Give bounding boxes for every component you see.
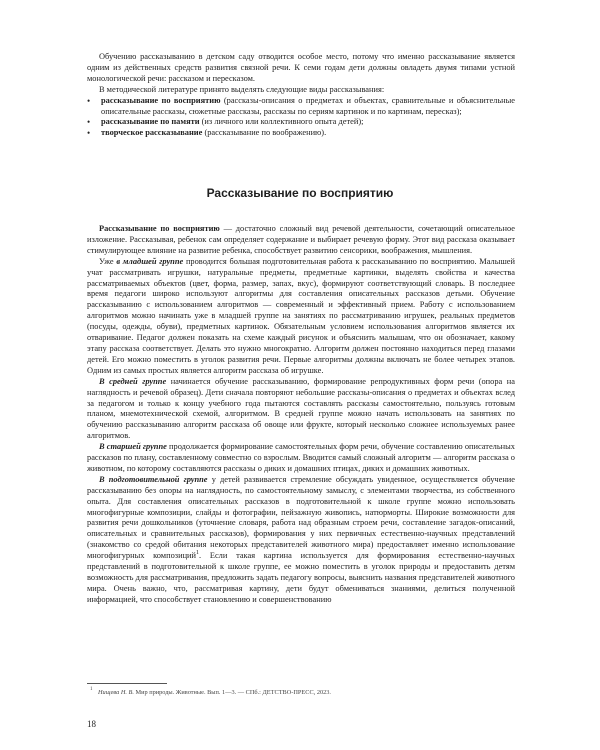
footnote-text: Мир природы. Животные. Вып. 1—3. — СПб.: ДЕТСТВО-ПРЕСС, 2023.	[133, 689, 331, 696]
footnote	[90, 687, 331, 696]
paragraph-text: проводится большая подготовительная работа к рассказыванию по восприятию. Малышей учат рассматривать игрушки, натуральные предметы, предметные картинки, выделять свойства и качества рассматриваемых объектов (цвет, форма, размер, запах, вкус), формируют соответствующий словарь. В последнее время педагоги широко используют алгоритмы для составления описательных рассказов детьми. Обучение рассказыванию с использованием алгоритмов — современный и эффективный прием. Работу с использованием алгоритмов можно начинать уже в младшей группе на занятиях по рассматриванию игрушек, реальных предметов (посуды, одежды, обуви), предметных картинок. Обязательным условием использования алгоритмов является их отваривание. Педагог должен показать на схеме каждый рисунок и объяснить малышам, что он обозначает, какому этапу рассказа соответствует. Делать это нужно многократно. Алгоритм должен постоянно находиться перед глазами детей. Его можно поместить в уголок развития речи. Первые алгоритмы должны включать не более четырех этапов. Одним из самых простых является алгоритм рассказа об игрушке.	[87, 256, 515, 375]
body-paragraph	[87, 475, 515, 606]
list-item-desc: (из личного или коллективного опыта детей);	[199, 117, 364, 127]
body-paragraph	[87, 377, 515, 442]
body-paragraph	[87, 257, 515, 377]
paragraph-text: . Если такая картина используется для формирования естественно-научных представлений в подготовительной к школе группе, ее можно поместить в уголок природы и предоставить детям возможность для рассматривания, предложить задать педагогу вопросы, выяснить названия представителей животного мира. Очень важно, что, рассматривая картину, дети будут обмениваться знаниями, делиться полученной информацией, что способствует становлению и совершенствованию	[87, 551, 515, 604]
body-section	[87, 224, 515, 606]
footnote-number: 1	[90, 687, 93, 692]
list-item-desc: (рассказывание по воображению).	[202, 128, 327, 138]
term-bold: Рассказывание по восприятию	[99, 224, 220, 233]
section-heading: Рассказывание по восприятию	[206, 186, 394, 200]
list-item	[87, 117, 515, 128]
intro-section	[87, 52, 515, 139]
paragraph-text: у детей развивается стремление обсуждать увиденное, осуществляется обучение рассказыванию без опоры на наглядность, по самостоятельному замыслу, с элементами творчества, из собственного опыта. Для составления описательных рассказов в подготовительной к школе группе можно использовать многофигурные композиции, слайды и фотографии, пейзажную живопись, натюрморты. Широкие возможности для развития речи дошкольников (уточнение словаря, работа над образным строем речи, составление загадок-описаний, описательных и сравнительных рассказов), формирования у них первичных естественно-научных представлений (знакомство со средой обитания некоторых представителей животного мира) предоставляет именно использование многофигурных композиций	[87, 474, 515, 561]
list-item	[87, 96, 515, 118]
term-italic-bold: В средней группе	[99, 376, 167, 386]
footnote-ref[interactable]: 1	[196, 550, 200, 557]
term-italic-bold: В старшей группе	[99, 442, 167, 452]
types-list	[87, 96, 515, 140]
paragraph-text: — достаточно сложный вид речевой деятельности, сочетающий описательное изложение. Рассказывая, ребенок сам определяет содержание и выбирает речевую форму. Этот вид рассказа оказывает стимулирующее влияние на развитие ребенка, способствует развитию сенсорики, воображения, мышления.	[87, 224, 515, 255]
paragraph-text: начинается обучение рассказыванию, формирование репродуктивных форм речи (опора на наглядность и речевой образец). Дети сначала повторяют небольшие рассказы-описания о предметах и объектах вслед за педагогом и только к концу учебного года пытаются составлять рассказы самостоятельно, пользуясь готовым планом, мнемотехнической схемой, алгоритмом. В средней группе можно начать использовать на занятиях по обучению рассказыванию алгоритм рассказа об овоще или фрукте, который несколько сложнее используемых ранее алгоритмов.	[87, 376, 515, 441]
term-italic-bold: В подготовительной группе	[99, 474, 208, 484]
footnote-divider	[87, 683, 167, 684]
page-number: 18	[87, 719, 96, 729]
footnote-author: Нищева Н. В.	[98, 689, 134, 696]
paragraph-text: Уже	[99, 256, 117, 266]
body-paragraph	[87, 224, 515, 257]
body-paragraph	[87, 442, 515, 475]
list-item	[87, 128, 515, 139]
list-item-term: творческое рассказывание	[101, 128, 203, 138]
list-item-term: рассказывание по памяти	[101, 117, 200, 127]
list-item-term: рассказывание по восприятию	[101, 95, 221, 105]
intro-paragraph: Обучению рассказыванию в детском саду отводится особое место, потому что именно рассказывание является одним из действенных средств развития связной речи. К семи годам дети должны овладеть двумя типами устной монологической речи: рассказом и пересказом.	[87, 52, 515, 83]
paragraph-text: продолжается формирование самостоятельных форм речи, обучение составлению описательных рассказов по плану, составленному совместно со взрослым. Вводится самый сложный алгоритм — алгоритм рассказа о животном, по которому составляются рассказы о диких и домашних птицах, диких и домашних животных.	[87, 442, 515, 473]
term-italic-bold: в младшей группе	[116, 256, 184, 266]
list-item-desc: (рассказы-описания о предметах и объектах, сравнительные и объяснительные описательные рассказы, сюжетные рассказы, рассказы по сериям картинок и по картинам, пересказ);	[101, 95, 515, 116]
intro-lead: В методической литературе принято выделять следующие виды рассказывания:	[99, 84, 385, 94]
